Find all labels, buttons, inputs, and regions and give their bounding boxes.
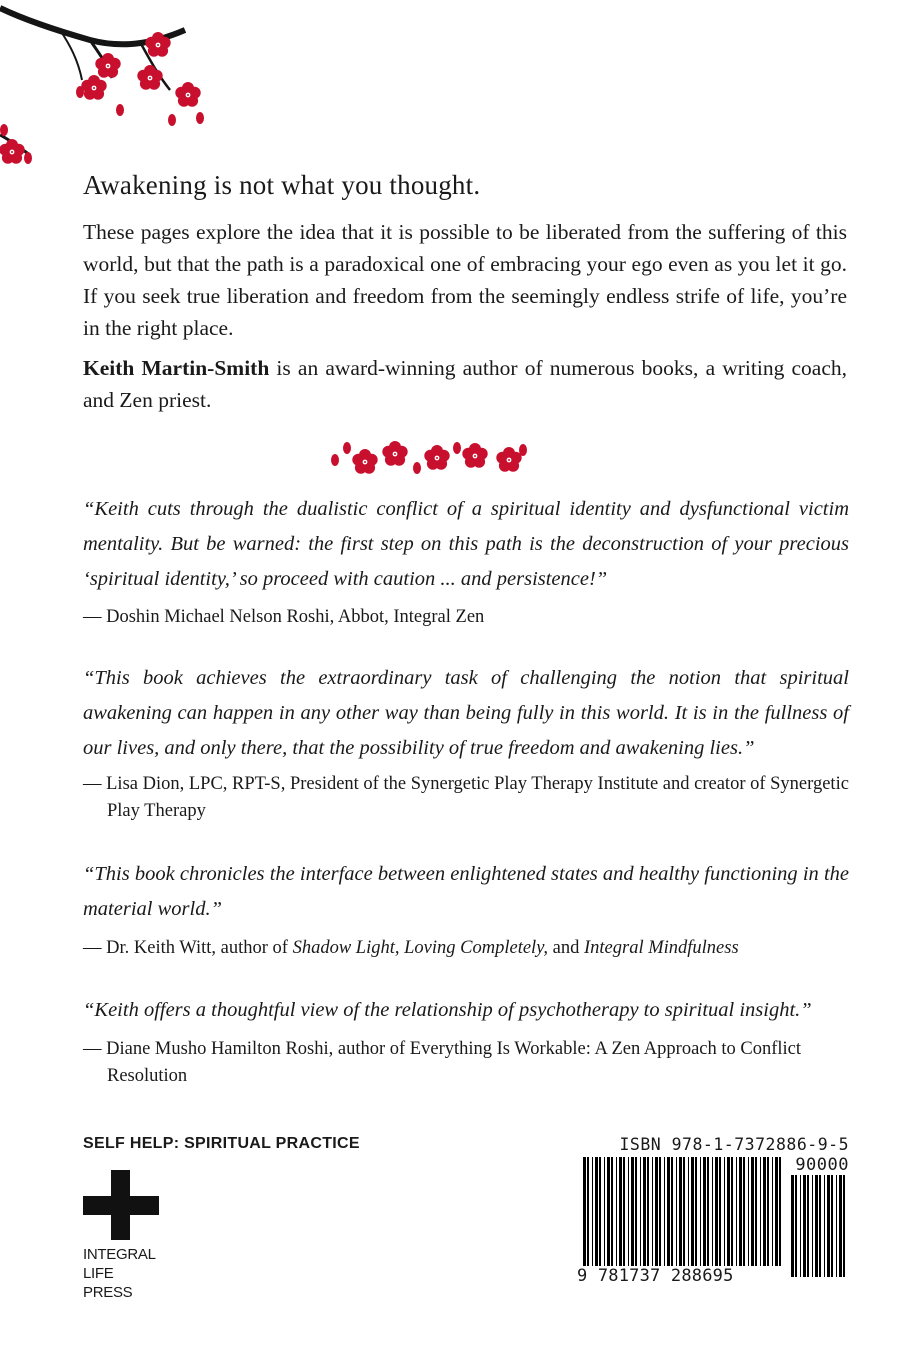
barcode-bar [843, 1175, 845, 1277]
barcode-bar [611, 1157, 613, 1277]
review-quote: “Keith cuts through the dualistic conflict of a spiritual identity and dysfunctional victim mentality. But be warned: the first step on this path is the deconstruction of your precious ‘spiritual identity,’ so proceed with caution ... and persistence!” [83, 498, 849, 590]
barcode-bar [751, 1157, 754, 1277]
barcode-bar [616, 1157, 617, 1277]
review-attribution: — Lisa Dion, LPC, RPT-S, President of the Synergetic Play Therapy Institute and creator of Synergetic Play Therapy [83, 774, 849, 821]
barcode-bar [583, 1157, 586, 1277]
barcode-bar [643, 1157, 646, 1277]
review-attribution [83, 935, 877, 962]
barcode-bar [635, 1157, 637, 1277]
barcode-bar [719, 1157, 721, 1277]
book-title: Loving Completely, [404, 938, 549, 958]
barcode-bar [683, 1157, 685, 1277]
barcode-bar [587, 1157, 589, 1277]
barcode-bar [827, 1175, 830, 1277]
barcode-bar [839, 1175, 842, 1277]
cherry-blossom-divider-icon [325, 436, 530, 484]
barcode-bar [815, 1175, 818, 1277]
publisher-line: PRESS [83, 1284, 133, 1301]
barcode-bar [640, 1157, 641, 1277]
barcode-bar [748, 1157, 749, 1277]
barcode-bar [676, 1157, 677, 1277]
price-code: 90000 [795, 1155, 849, 1175]
barcode-bar [803, 1175, 806, 1277]
barcode-bar [659, 1157, 661, 1277]
barcode-bar [628, 1157, 629, 1277]
book-title: Integral Mindfulness [583, 938, 739, 958]
barcode-bar [736, 1157, 737, 1277]
barcode-bar [727, 1157, 730, 1277]
separator: and [548, 938, 584, 958]
barcode-bar [679, 1157, 682, 1277]
separator: , [394, 938, 405, 958]
barcode-bar [767, 1157, 769, 1277]
barcode-bar [647, 1157, 649, 1277]
barcode-bar [819, 1175, 821, 1277]
barcode-bar [688, 1157, 689, 1277]
barcode-bar [731, 1157, 733, 1277]
review-attribution: — Doshin Michael Nelson Roshi, Abbot, Integral Zen [83, 607, 485, 627]
publisher-name [83, 1245, 156, 1302]
barcode-bar [715, 1157, 718, 1277]
review-quote: “This book chronicles the interface between enlightened states and healthy functioning in the material world.” [83, 863, 849, 920]
barcode-bar [623, 1157, 625, 1277]
cherry-blossom-branch-icon [0, 0, 230, 175]
book-blurb: These pages explore the idea that it is possible to be liberated from the suffering of this world, but that the path is a paradoxical one of embracing your ego even as you let it go. If you seek true liberation and freedom from the seemingly endless strife of life, you’re in the right place. [83, 220, 847, 340]
barcode-bar [775, 1157, 778, 1277]
barcode-bar [795, 1175, 797, 1277]
barcode-bar [712, 1157, 713, 1277]
barcode-bar [599, 1157, 601, 1277]
barcode-bar [631, 1157, 634, 1277]
barcode-bar [592, 1157, 593, 1277]
barcode-bar [691, 1157, 694, 1277]
barcode-bar [700, 1157, 701, 1277]
barcode-bar [800, 1175, 801, 1277]
barcode-bar [760, 1157, 761, 1277]
barcode-bar [772, 1157, 773, 1277]
publisher-line: LIFE [83, 1265, 114, 1282]
barcode-bar [703, 1157, 706, 1277]
barcode-bar [655, 1157, 658, 1277]
barcode-bar [807, 1175, 809, 1277]
barcode-bar [763, 1157, 766, 1277]
barcode-bar [724, 1157, 725, 1277]
barcode-bar [824, 1175, 825, 1277]
barcode-bars [577, 1157, 849, 1282]
book-title: Shadow Light [292, 938, 395, 958]
barcode-bar [743, 1157, 745, 1277]
barcode-bar [707, 1157, 709, 1277]
category-label: SELF HELP: SPIRITUAL PRACTICE [83, 1135, 360, 1152]
barcode-bar [604, 1157, 605, 1277]
review-quote: “Keith offers a thoughtful view of the relationship of psychotherapy to spiritual insight.” [83, 999, 812, 1021]
integral-life-press-cross-logo-icon [83, 1170, 159, 1240]
barcode-bar [667, 1157, 670, 1277]
headline: Awakening is not what you thought. [83, 170, 481, 200]
barcode-bar [836, 1175, 837, 1277]
attribution-prefix: — Dr. Keith Witt, author of [83, 938, 293, 958]
barcode-bar [812, 1175, 813, 1277]
barcode-bar [595, 1157, 598, 1277]
barcode-bar [695, 1157, 697, 1277]
barcode-bar [652, 1157, 653, 1277]
isbn-barcode [577, 1135, 849, 1288]
barcode-bar [739, 1157, 742, 1277]
barcode-bar [791, 1175, 794, 1277]
ean-digits: 9 781737 288695 [577, 1266, 787, 1286]
review-attribution: — Diane Musho Hamilton Roshi, author of Everything Is Workable: A Zen Approach to Conflict Resolution [83, 1039, 802, 1086]
isbn-label: ISBN 978-1-7372886-9-5 [619, 1135, 849, 1154]
author-name: Keith Martin-Smith [83, 356, 270, 380]
author-bio [83, 352, 847, 416]
review-quote: “This book achieves the extraordinary task of challenging the notion that spiritual awakening can happen in any other way than being fully in this world. It is in the fullness of our lives, and only there, that the possibility of true freedom and awakening lies.” [83, 667, 849, 759]
barcode-bar [607, 1157, 610, 1277]
barcode-bar [664, 1157, 665, 1277]
author-bio-text: is an award-winning author of numerous books, a writing coach, and Zen priest. [83, 356, 847, 412]
barcode-bar [831, 1175, 833, 1277]
barcode-bar [755, 1157, 757, 1277]
barcode-bar [619, 1157, 622, 1277]
barcode-bar [671, 1157, 673, 1277]
barcode-bar [779, 1157, 781, 1277]
publisher-line: INTEGRAL [83, 1246, 156, 1263]
